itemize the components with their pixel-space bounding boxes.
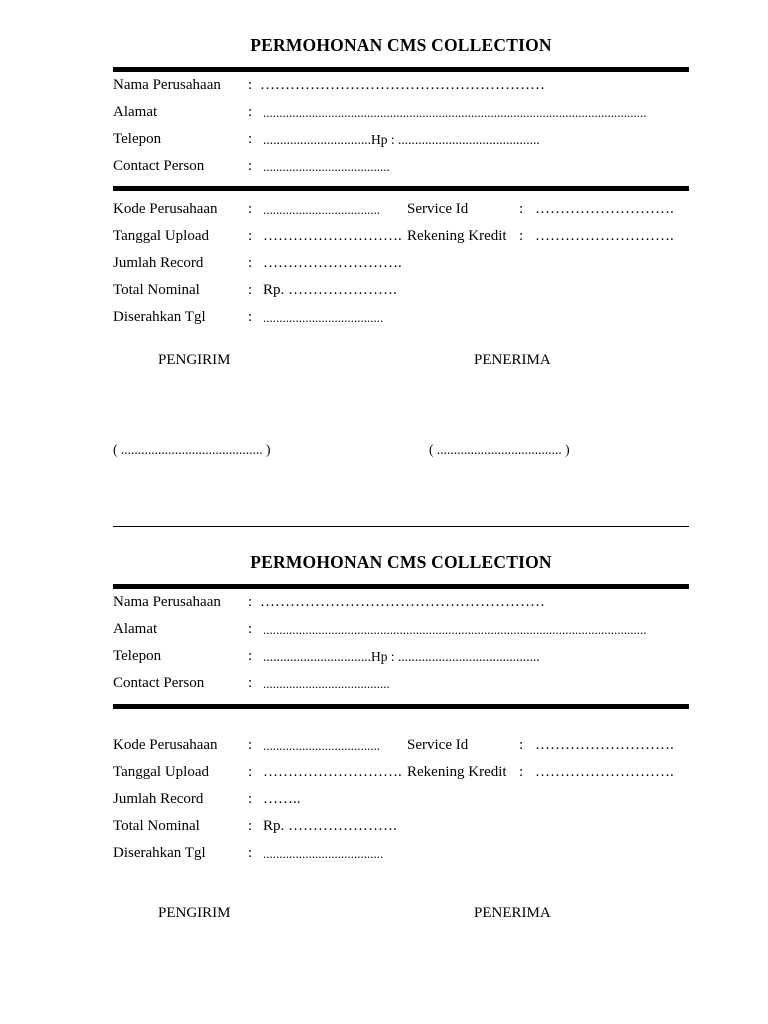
address-field[interactable]: ...................................................................................................................... — [263, 105, 647, 120]
contact-person-row — [113, 670, 689, 697]
field-colon: : — [519, 737, 524, 753]
total-amount-row — [113, 277, 689, 304]
phone-field[interactable]: ................................Hp : .......................................... — [263, 132, 540, 147]
field-label: Diserahkan Tgl — [113, 309, 206, 325]
service-id-field[interactable]: ………………………. — [535, 201, 674, 217]
company-name-row — [113, 72, 689, 99]
contact-person-field[interactable]: ....................................... — [263, 159, 390, 174]
record-count-field[interactable]: ………………………. — [263, 255, 402, 271]
company-section — [113, 589, 689, 697]
field-label: Alamat — [113, 104, 158, 120]
field-colon: : — [248, 845, 253, 861]
record-count-field[interactable]: …….. — [263, 791, 301, 807]
field-colon: : — [248, 594, 253, 610]
form-2-title — [113, 552, 689, 573]
field-label: Nama Perusahaan — [113, 594, 221, 610]
field-colon: : — [248, 77, 253, 93]
company-name-row — [113, 589, 689, 616]
field-label: Rekening Kredit — [407, 764, 507, 780]
field-colon: : — [519, 228, 524, 244]
field-label: Nama Perusahaan — [113, 77, 221, 93]
field-label: Service Id — [407, 201, 469, 217]
contact-person-row — [113, 153, 689, 180]
field-label: Total Nominal — [113, 282, 200, 298]
company-section — [113, 72, 689, 180]
upload-date-field[interactable]: ………………………. — [263, 764, 402, 780]
field-label: Contact Person — [113, 158, 205, 174]
phone-row — [113, 643, 689, 670]
field-colon: : — [248, 309, 253, 325]
cut-line — [113, 526, 689, 527]
phone-row — [113, 126, 689, 153]
address-row — [113, 99, 689, 126]
middle-rule — [113, 186, 689, 191]
field-colon: : — [248, 104, 253, 120]
sender-label: PENGIRIM — [158, 352, 231, 368]
credit-account-field[interactable]: ………………………. — [535, 764, 674, 780]
record-count-row — [113, 250, 689, 277]
field-label: Diserahkan Tgl — [113, 845, 206, 861]
sender-signature-line[interactable]: ( .......................................... ) — [113, 442, 271, 457]
company-code-row — [113, 196, 689, 223]
company-name-field[interactable]: ………………………………………………… — [260, 594, 545, 610]
field-colon: : — [248, 648, 253, 664]
total-amount-field[interactable]: Rp. …………………. — [263, 282, 397, 298]
submitted-date-row — [113, 840, 689, 867]
total-amount-row — [113, 813, 689, 840]
field-colon: : — [248, 621, 253, 637]
form-title: PERMOHONAN CMS COLLECTION — [250, 552, 552, 572]
submitted-date-field[interactable]: ..................................... — [263, 846, 384, 861]
details-section — [113, 732, 689, 867]
field-label: Jumlah Record — [113, 255, 204, 271]
field-colon: : — [248, 791, 253, 807]
company-code-row — [113, 732, 689, 759]
field-label: Rekening Kredit — [407, 228, 507, 244]
field-colon: : — [248, 675, 253, 691]
address-field[interactable]: ...................................................................................................................... — [263, 622, 647, 637]
field-colon: : — [248, 282, 253, 298]
field-colon: : — [248, 228, 253, 244]
record-count-row — [113, 786, 689, 813]
field-colon: : — [248, 764, 253, 780]
field-colon: : — [248, 255, 253, 271]
field-label: Tanggal Upload — [113, 764, 210, 780]
upload-date-row — [113, 759, 689, 786]
address-row — [113, 616, 689, 643]
field-label: Service Id — [407, 737, 469, 753]
field-colon: : — [248, 158, 253, 174]
receiver-label: PENERIMA — [474, 352, 551, 368]
middle-rule — [113, 704, 689, 709]
field-label: Alamat — [113, 621, 158, 637]
submitted-date-field[interactable]: ..................................... — [263, 310, 384, 325]
company-name-field[interactable]: ………………………………………………… — [260, 77, 545, 93]
field-label: Telepon — [113, 648, 162, 664]
field-colon: : — [519, 764, 524, 780]
receiver-signature-line[interactable]: ( ..................................... ) — [429, 442, 570, 457]
form-title: PERMOHONAN CMS COLLECTION — [250, 35, 552, 55]
phone-field[interactable]: ................................Hp : .......................................... — [263, 649, 540, 664]
field-label: Tanggal Upload — [113, 228, 210, 244]
field-colon: : — [248, 818, 253, 834]
field-label: Contact Person — [113, 675, 205, 691]
field-colon: : — [519, 201, 524, 217]
form-1-title — [113, 35, 689, 56]
details-section — [113, 196, 689, 331]
field-label: Kode Perusahaan — [113, 737, 218, 753]
field-label: Total Nominal — [113, 818, 200, 834]
field-colon: : — [248, 131, 253, 147]
field-label: Kode Perusahaan — [113, 201, 218, 217]
field-colon: : — [248, 201, 253, 217]
upload-date-row — [113, 223, 689, 250]
submitted-date-row — [113, 304, 689, 331]
sender-label: PENGIRIM — [158, 905, 231, 921]
field-label: Telepon — [113, 131, 162, 147]
contact-person-field[interactable]: ....................................... — [263, 676, 390, 691]
total-amount-field[interactable]: Rp. …………………. — [263, 818, 397, 834]
company-code-field[interactable]: .................................... — [263, 738, 380, 753]
field-label: Jumlah Record — [113, 791, 204, 807]
upload-date-field[interactable]: ………………………. — [263, 228, 402, 244]
field-colon: : — [248, 737, 253, 753]
credit-account-field[interactable]: ………………………. — [535, 228, 674, 244]
receiver-label: PENERIMA — [474, 905, 551, 921]
company-code-field[interactable]: .................................... — [263, 202, 380, 217]
service-id-field[interactable]: ………………………. — [535, 737, 674, 753]
